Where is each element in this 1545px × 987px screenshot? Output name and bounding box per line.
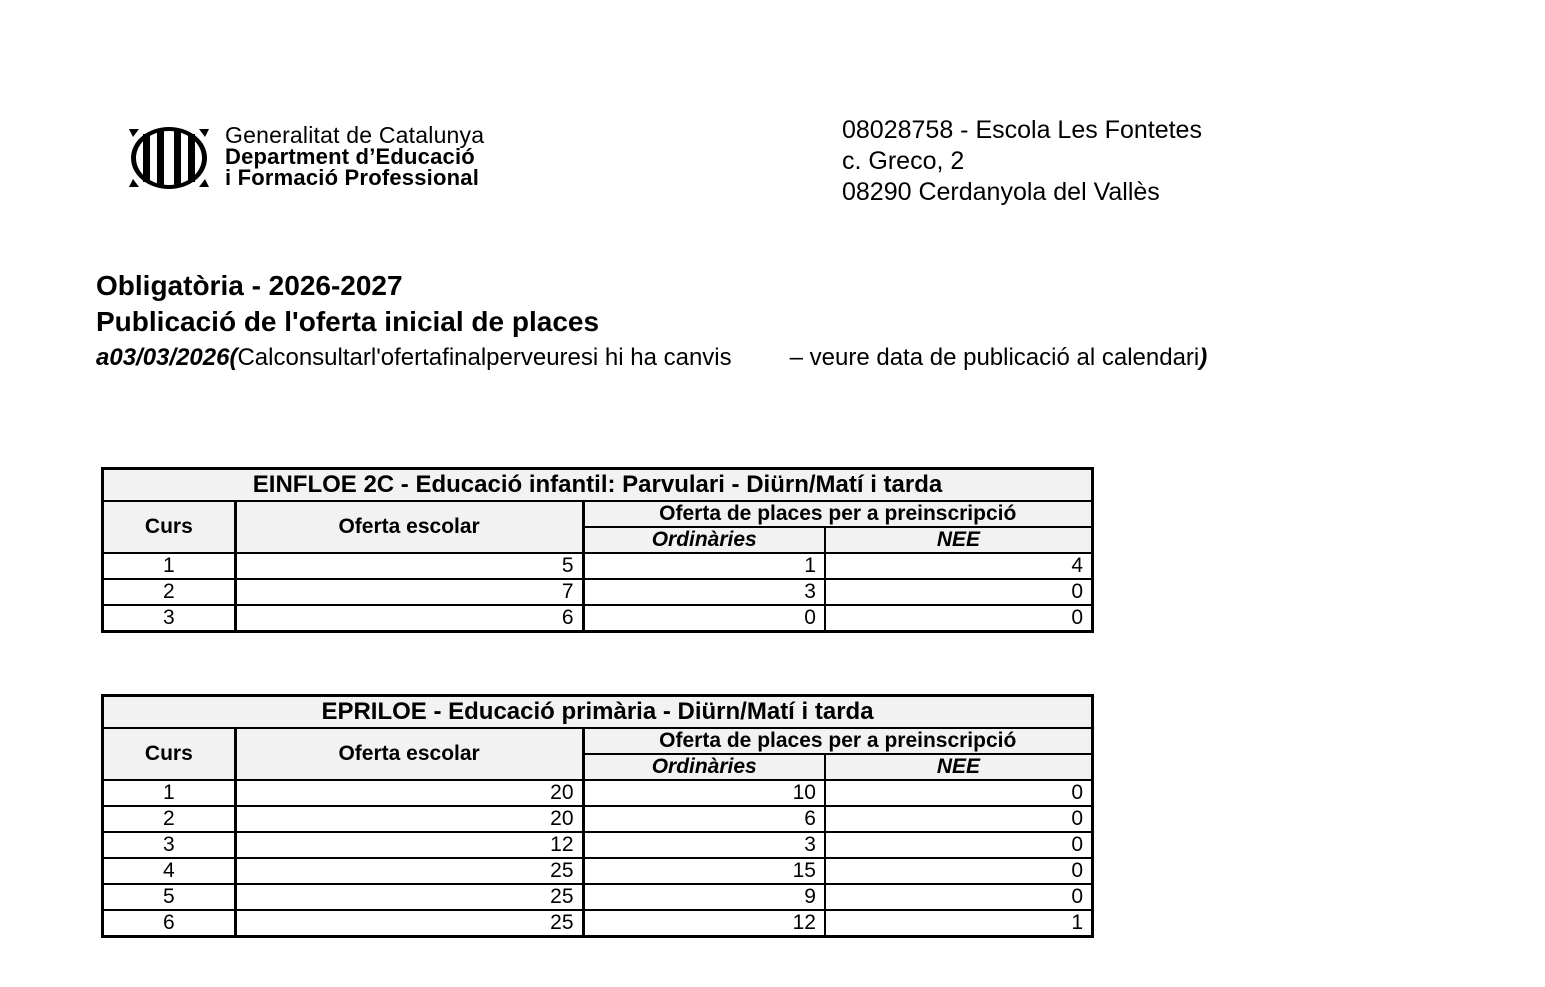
cell-oferta: 20 xyxy=(235,780,583,806)
cell-curs: 1 xyxy=(103,553,236,579)
cell-curs: 6 xyxy=(103,910,236,937)
cell-curs: 3 xyxy=(103,832,236,858)
cell-curs: 1 xyxy=(103,780,236,806)
cell-nee: 0 xyxy=(825,780,1093,806)
school-street: c. Greco, 2 xyxy=(842,147,965,175)
notice-text-1: Calconsultarl'ofertafinalperveuresi hi ha canvis xyxy=(237,344,732,371)
header-oferta-escolar: Oferta escolar xyxy=(235,728,583,780)
cell-oferta: 25 xyxy=(235,884,583,910)
cell-curs: 4 xyxy=(103,858,236,884)
cell-ordinaries: 12 xyxy=(583,910,825,937)
page-title: Obligatòria - 2026-2027 xyxy=(96,270,403,301)
header-nee: NEE xyxy=(825,527,1093,553)
notice-close: ) xyxy=(1199,344,1208,371)
notice-text-2: – veure data de publicació al calendari xyxy=(789,344,1200,371)
cell-nee: 0 xyxy=(825,806,1093,832)
cell-nee: 0 xyxy=(825,579,1093,605)
cell-ordinaries: 1 xyxy=(583,553,825,579)
cell-nee: 1 xyxy=(825,910,1093,937)
logo-line-generalitat: Generalitat de Catalunya xyxy=(225,122,485,148)
table-row xyxy=(103,579,1093,605)
catalan-emblem-icon xyxy=(127,125,211,191)
cell-oferta: 7 xyxy=(235,579,583,605)
header-oferta-places: Oferta de places per a preinscripció xyxy=(583,501,1093,527)
table-row xyxy=(103,832,1093,858)
cell-curs: 2 xyxy=(103,806,236,832)
school-city: 08290 Cerdanyola del Vallès xyxy=(842,178,1160,206)
cell-nee: 0 xyxy=(825,832,1093,858)
cell-oferta: 5 xyxy=(235,553,583,579)
header-oferta-places: Oferta de places per a preinscripció xyxy=(583,728,1093,754)
notice-date: a03/03/2026( xyxy=(96,344,238,371)
cell-ordinaries: 6 xyxy=(583,806,825,832)
cell-nee: 0 xyxy=(825,884,1093,910)
cell-ordinaries: 9 xyxy=(583,884,825,910)
school-address xyxy=(842,115,1202,208)
infantil-offer-table xyxy=(101,467,1094,633)
page-subtitle: Publicació de l'oferta inicial de places xyxy=(96,306,600,337)
cell-ordinaries: 15 xyxy=(583,858,825,884)
cell-curs: 5 xyxy=(103,884,236,910)
primaria-offer-table xyxy=(101,694,1094,938)
cell-nee: 4 xyxy=(825,553,1093,579)
header-ordinaries: Ordinàries xyxy=(583,527,825,553)
header-ordinaries: Ordinàries xyxy=(583,754,825,780)
cell-oferta: 25 xyxy=(235,910,583,937)
table-title: EINFLOE 2C - Educació infantil: Parvulari - Diürn/Matí i tarda xyxy=(103,469,1093,502)
cell-ordinaries: 3 xyxy=(583,832,825,858)
cell-curs: 2 xyxy=(103,579,236,605)
header-curs: Curs xyxy=(103,501,236,553)
cell-oferta: 6 xyxy=(235,605,583,632)
school-code-name: 08028758 - Escola Les Fontetes xyxy=(842,116,1202,144)
cell-oferta: 20 xyxy=(235,806,583,832)
table-row xyxy=(103,553,1093,579)
logo-line-department: Department d’Educació xyxy=(225,144,475,169)
table-row xyxy=(103,806,1093,832)
table-row xyxy=(103,605,1093,632)
table-title: EPRILOE - Educació primària - Diürn/Matí i tarda xyxy=(103,696,1093,729)
cell-curs: 3 xyxy=(103,605,236,632)
logo-text xyxy=(225,122,485,190)
cell-ordinaries: 3 xyxy=(583,579,825,605)
cell-nee: 0 xyxy=(825,858,1093,884)
publication-notice xyxy=(96,344,1207,372)
cell-ordinaries: 0 xyxy=(583,605,825,632)
cell-nee: 0 xyxy=(825,605,1093,632)
header-oferta-escolar: Oferta escolar xyxy=(235,501,583,553)
header-curs: Curs xyxy=(103,728,236,780)
header-nee: NEE xyxy=(825,754,1093,780)
cell-oferta: 12 xyxy=(235,832,583,858)
table-row xyxy=(103,780,1093,806)
table-row xyxy=(103,858,1093,884)
cell-ordinaries: 10 xyxy=(583,780,825,806)
generalitat-logo xyxy=(127,122,607,193)
table-row xyxy=(103,884,1093,910)
logo-line-formacio: i Formació Professional xyxy=(225,165,480,190)
table-row xyxy=(103,910,1093,937)
cell-oferta: 25 xyxy=(235,858,583,884)
